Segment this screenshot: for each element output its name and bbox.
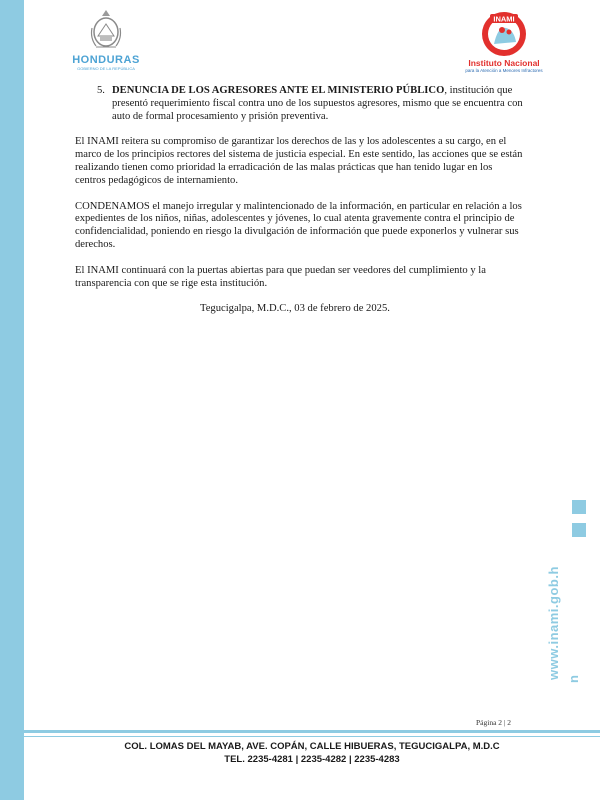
footer-divider xyxy=(24,730,600,733)
document-date: Tegucigalpa, M.D.C., 03 de febrero de 2025. xyxy=(200,303,390,315)
website-link-tail: n xyxy=(566,675,581,683)
coat-of-arms-icon xyxy=(88,8,124,52)
honduras-logo xyxy=(66,8,146,80)
inami-wordmark: Instituto Nacional xyxy=(468,58,540,68)
list-item-5 xyxy=(75,85,525,123)
list-item-text xyxy=(112,85,525,123)
list-item-heading: DENUNCIA DE LOS AGRESORES ANTE EL MINISTERIO PÚBLICO xyxy=(112,85,445,96)
document-body xyxy=(75,85,525,329)
page-number: Página 2 | 2 xyxy=(476,718,512,727)
inami-badge-text: INAMI xyxy=(493,14,515,24)
list-item-number: 5. xyxy=(97,85,105,96)
footer-phones: TEL. 2235-4281 | 2235-4282 | 2235-4283 xyxy=(224,754,400,765)
paragraph-condemnation: CONDENAMOS el manejo irregular y malintencionado de la información, en particular en relación a los expedientes de los niños, niñas, adolescentes y jóvenes, lo cual atenta gravemente contra el principio de confidencialidad, poniendo en riesgo la divulgación de información que puede exponerlos y vulnerar sus derechos. xyxy=(75,200,522,250)
list-item-rest: , institución que presentó requerimiento fiscal contra uno de los supuestos agresores, mismo que se encuentra con auto de formal procesamiento y prisión preventiva. xyxy=(112,85,523,122)
paragraph-commitment: El INAMI reitera su compromiso de garantizar los derechos de las y los adolescentes a su cargo, en el marco de los principios rectores del sistema de justicia especial. En este sentido, las acciones que se están realizando tienen como prioridad la erradicación de las malas prácticas que han tenido lugar en los centros pedagógicos de internamiento. xyxy=(75,136,523,186)
decor-square xyxy=(572,500,586,514)
website-link[interactable]: www.inami.gob.h xyxy=(546,566,561,680)
inami-logo xyxy=(448,8,560,80)
footer-address: COL. LOMAS DEL MAYAB, AVE. COPÁN, CALLE HIBUERAS, TEGUCIGALPA, M.D.C xyxy=(124,741,500,752)
footer xyxy=(24,740,600,766)
left-accent-bar xyxy=(0,0,24,800)
inami-emblem-icon xyxy=(476,8,532,58)
honduras-wordmark: HONDURAS xyxy=(72,54,140,66)
honduras-subtitle: GOBIERNO DE LA REPÚBLICA xyxy=(77,66,135,71)
decor-square xyxy=(572,523,586,537)
footer-divider-thin xyxy=(24,736,600,737)
paragraph-transparency: El INAMI continuará con la puertas abiertas para que puedan ser veedores del cumplimiento y la transparencia con que se rige esta institución. xyxy=(75,264,486,289)
inami-tagline: para la Atención a Menores Infractores xyxy=(465,68,543,73)
